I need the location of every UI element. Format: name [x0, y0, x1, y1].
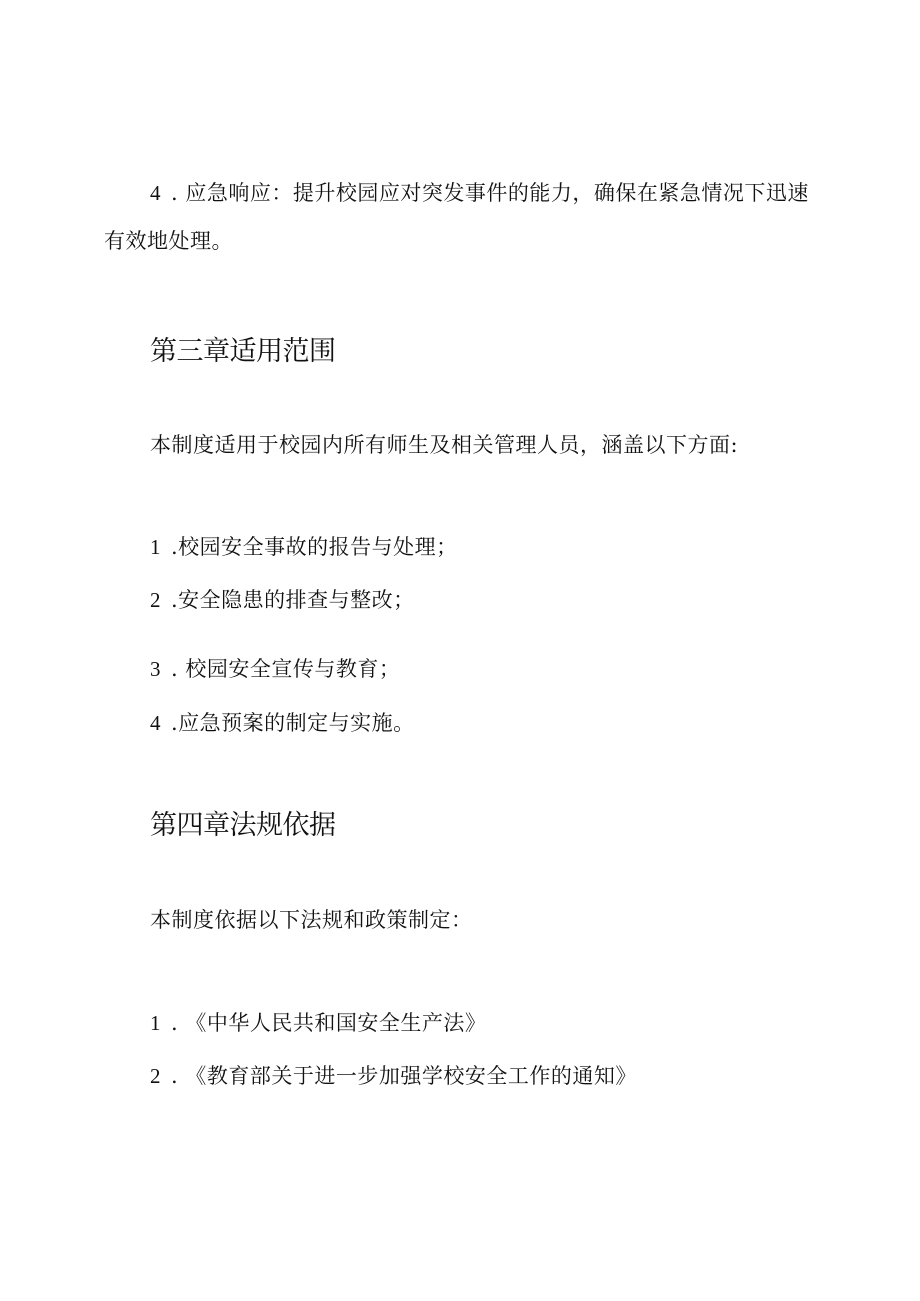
list-item	[150, 537, 458, 558]
list-item-number: 3	[150, 657, 161, 681]
list-item-number: 4	[150, 711, 161, 735]
list-item-number: 4	[150, 181, 161, 205]
list-item	[150, 1066, 637, 1087]
list-item	[150, 590, 415, 611]
list-item-text: .安全隐患的排查与整改；	[171, 588, 415, 612]
list-item	[150, 713, 415, 734]
list-item-text: . 应急响应：提升校园应对突发事件的能力，确保在紧急情况下迅速	[171, 181, 809, 205]
list-item	[150, 183, 809, 204]
chapter-4-title: 第四章法规依据	[150, 810, 336, 841]
list-item-text: . 《教育部关于进一步加强学校安全工作的通知》	[171, 1064, 637, 1088]
list-item-number: 1	[150, 1011, 161, 1035]
list-item-number: 2	[150, 588, 161, 612]
list-item-number: 1	[150, 535, 161, 559]
list-item	[150, 659, 400, 680]
list-item-number: 2	[150, 1064, 161, 1088]
list-item-text: .校园安全事故的报告与处理；	[171, 535, 458, 559]
list-item	[150, 1013, 486, 1034]
list-item-text: . 《中华人民共和国安全生产法》	[171, 1011, 487, 1035]
chapter-3-title: 第三章适用范围	[150, 336, 336, 367]
list-item-continuation: 有效地处理。	[104, 229, 233, 253]
chapter-3-paragraph: 本制度适用于校园内所有师生及相关管理人员，涵盖以下方面:	[150, 433, 739, 457]
list-item-text: .应急预案的制定与实施。	[171, 711, 415, 735]
chapter-4-paragraph: 本制度依据以下法规和政策制定：	[150, 908, 473, 932]
list-item-text: . 校园安全宣传与教育；	[171, 657, 401, 681]
